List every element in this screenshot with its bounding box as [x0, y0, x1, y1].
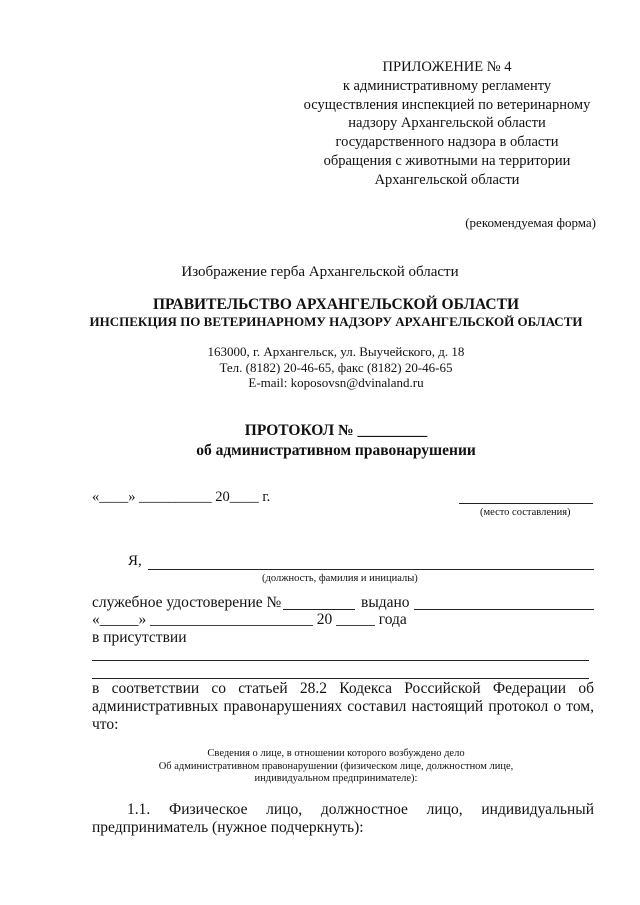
subject-info-caption: [0, 748, 640, 786]
email-line: E-mail: koposovsn@dvinaland.ru: [248, 375, 424, 390]
address-line: 163000, г. Архангельск, ул. Выучейского, д. 18: [207, 344, 465, 359]
certificate-label: служебное удостоверение №: [92, 594, 282, 611]
appendix-line: обращения с животными на территории: [323, 152, 571, 169]
issued-label: выдано: [361, 594, 410, 611]
appendix-header: [280, 58, 614, 190]
caption-line: Об административном правонарушении (физическом лице, должностном лице,: [158, 760, 514, 772]
appendix-line: надзору Архангельской области: [348, 115, 546, 132]
date-field[interactable]: «____» __________ 20____ г.: [92, 489, 271, 505]
appendix-line: к административному регламенту: [342, 77, 552, 94]
position-caption: (должность, фамилия и инициалы): [262, 573, 418, 584]
certificate-date-field[interactable]: «_____» _____________________ 20 _____ года: [92, 611, 407, 628]
body-text-line-2: административных правонарушениях составил настоящий протокол о том,: [92, 698, 594, 715]
place-caption: (место составления): [480, 507, 571, 518]
body-text-line-1: в соответствии со статьей 28.2 Кодекса Российской Федерации об: [92, 680, 594, 697]
issued-by-field[interactable]: [414, 609, 594, 610]
caption-line: индивидуальном предпринимателе):: [254, 773, 418, 784]
recommended-form-note: (рекомендуемая форма): [465, 215, 596, 230]
caption-line: Сведения о лице, в отношении которого возбуждено дело: [207, 748, 465, 759]
coat-of-arms-placeholder: Изображение герба Архангельской области: [181, 264, 459, 280]
body-text-line-3: что:: [92, 716, 119, 733]
appendix-title: ПРИЛОЖЕНИЕ № 4: [382, 59, 512, 75]
certificate-number-field[interactable]: [283, 609, 355, 610]
place-field[interactable]: [459, 503, 593, 504]
i-label: Я,: [128, 553, 142, 569]
inspection-title: ИНСПЕКЦИЯ ПО ВЕТЕРИНАРНОМУ НАДЗОРУ АРХАНГЕЛЬСКОЙ ОБЛАСТИ: [89, 314, 583, 329]
contacts-block: [0, 344, 640, 391]
protocol-subtitle: об административном правонарушении: [196, 442, 476, 459]
appendix-line: Архангельской области: [374, 171, 520, 188]
phone-line: Тел. (8182) 20-46-65, факс (8182) 20-46-65: [219, 359, 453, 375]
position-name-field[interactable]: [148, 569, 594, 570]
protocol-heading: [0, 421, 640, 461]
appendix-line: осуществления инспекцией по ветеринарному: [303, 96, 591, 113]
presence-field-line-2[interactable]: [92, 678, 589, 679]
presence-field-line-1[interactable]: [92, 660, 589, 661]
appendix-line: государственного надзора в области: [335, 134, 559, 151]
section-1-1-line-1: 1.1. Физическое лицо, должностное лицо, индивидуальный: [127, 801, 594, 818]
section-1-1-line-2: предприниматель (нужное подчеркнуть):: [92, 819, 364, 836]
protocol-title: ПРОТОКОЛ № _________: [244, 422, 428, 439]
government-title: ПРАВИТЕЛЬСТВО АРХАНГЕЛЬСКОЙ ОБЛАСТИ: [152, 296, 519, 313]
presence-label: в присутствии: [92, 629, 187, 646]
